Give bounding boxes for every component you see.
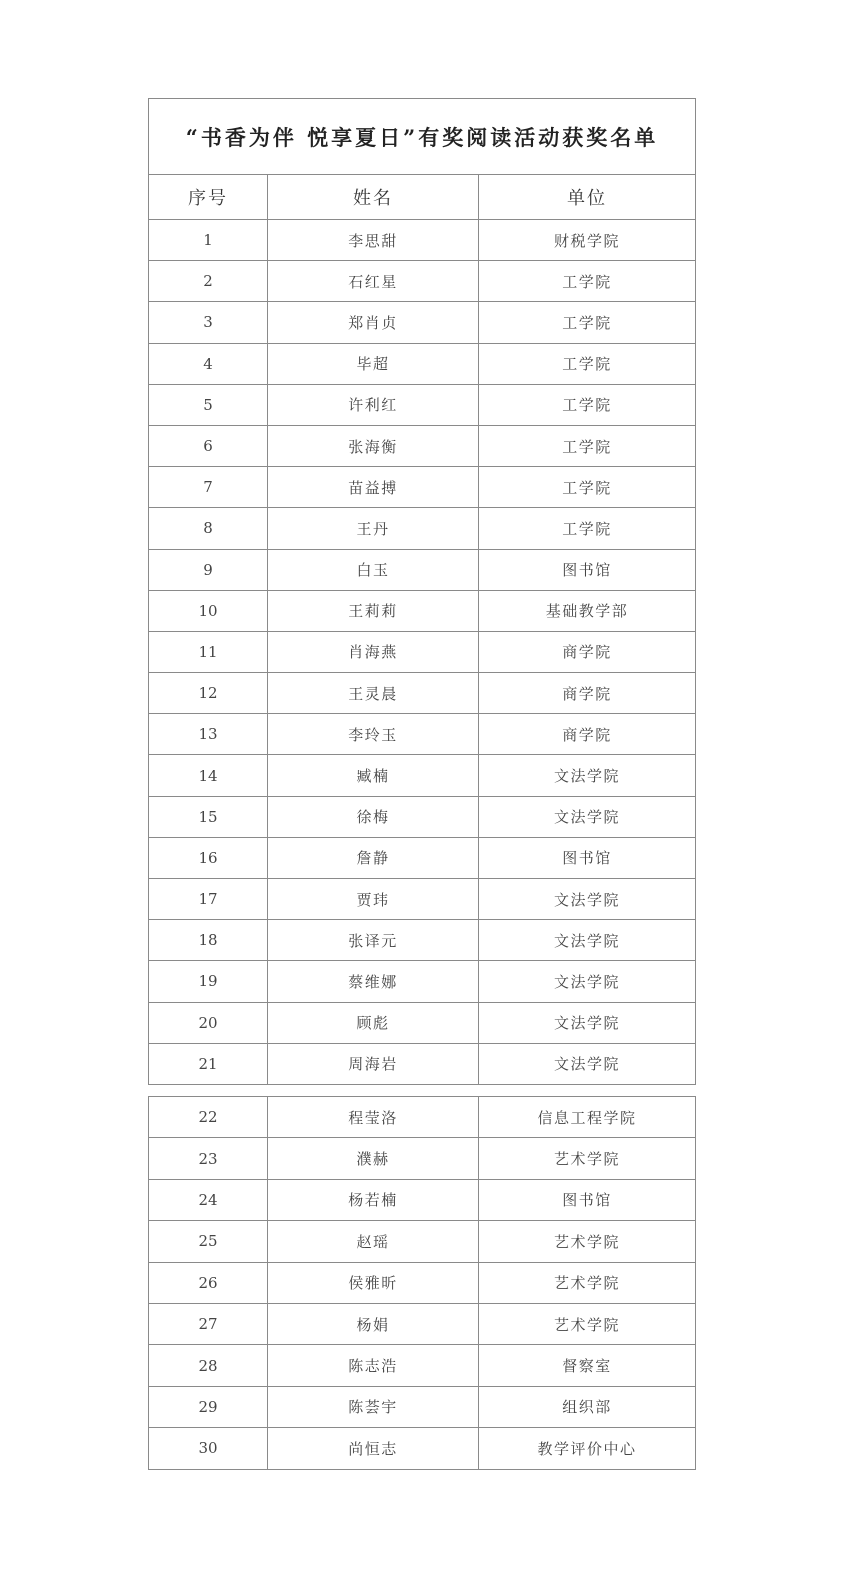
table-row [149,302,696,343]
cell-number: 25 [149,1221,268,1262]
table-row [149,879,696,920]
cell-name: 尚恒志 [268,1428,479,1469]
cell-number: 22 [149,1097,268,1138]
cell-unit: 文法学院 [479,1043,696,1084]
table-row [149,1386,696,1427]
cell-number: 12 [149,673,268,714]
cell-unit: 文法学院 [479,755,696,796]
table-row [149,1043,696,1084]
cell-number: 28 [149,1345,268,1386]
cell-name: 苗益搏 [268,467,479,508]
cell-unit: 工学院 [479,261,696,302]
cell-name: 陈志浩 [268,1345,479,1386]
cell-number: 29 [149,1386,268,1427]
table-row [149,590,696,631]
cell-number: 16 [149,837,268,878]
winners-table-part1 [148,98,696,1085]
cell-number: 30 [149,1428,268,1469]
table-row [149,961,696,1002]
cell-unit: 图书馆 [479,549,696,590]
table-row [149,343,696,384]
cell-number: 14 [149,755,268,796]
cell-unit: 教学评价中心 [479,1428,696,1469]
cell-number: 5 [149,384,268,425]
cell-number: 9 [149,549,268,590]
table-row [149,796,696,837]
cell-name: 肖海燕 [268,631,479,672]
cell-number: 8 [149,508,268,549]
cell-name: 石红星 [268,261,479,302]
table-row [149,220,696,261]
cell-number: 2 [149,261,268,302]
cell-name: 王丹 [268,508,479,549]
cell-unit: 工学院 [479,384,696,425]
cell-unit: 艺术学院 [479,1221,696,1262]
cell-number: 23 [149,1138,268,1179]
cell-name: 贾玮 [268,879,479,920]
winners-table-part2 [148,1096,696,1470]
cell-name: 毕超 [268,343,479,384]
cell-name: 侯雅昕 [268,1262,479,1303]
table-row [149,508,696,549]
cell-unit: 艺术学院 [479,1303,696,1344]
cell-number: 6 [149,425,268,466]
cell-unit: 组织部 [479,1386,696,1427]
cell-unit: 图书馆 [479,1179,696,1220]
cell-name: 陈荟宇 [268,1386,479,1427]
cell-unit: 商学院 [479,714,696,755]
cell-number: 26 [149,1262,268,1303]
cell-name: 蔡维娜 [268,961,479,1002]
cell-number: 19 [149,961,268,1002]
cell-unit: 文法学院 [479,1002,696,1043]
table-row [149,1002,696,1043]
cell-unit: 信息工程学院 [479,1097,696,1138]
cell-number: 7 [149,467,268,508]
cell-unit: 文法学院 [479,920,696,961]
table-row [149,1262,696,1303]
table-row [149,755,696,796]
column-header-unit: 单位 [479,175,696,220]
cell-unit: 工学院 [479,467,696,508]
cell-name: 詹静 [268,837,479,878]
cell-name: 张译元 [268,920,479,961]
table-row [149,673,696,714]
cell-unit: 文法学院 [479,879,696,920]
cell-unit: 财税学院 [479,220,696,261]
cell-name: 王灵晨 [268,673,479,714]
cell-number: 18 [149,920,268,961]
column-header-number: 序号 [149,175,268,220]
cell-unit: 商学院 [479,673,696,714]
cell-name: 臧楠 [268,755,479,796]
cell-name: 白玉 [268,549,479,590]
cell-unit: 基础教学部 [479,590,696,631]
cell-name: 周海岩 [268,1043,479,1084]
cell-unit: 督察室 [479,1345,696,1386]
cell-name: 许利红 [268,384,479,425]
cell-number: 3 [149,302,268,343]
table-row [149,714,696,755]
cell-number: 24 [149,1179,268,1220]
cell-number: 10 [149,590,268,631]
cell-name: 濮赫 [268,1138,479,1179]
cell-name: 杨娟 [268,1303,479,1344]
table-row [149,920,696,961]
cell-name: 郑肖贞 [268,302,479,343]
table-row [149,384,696,425]
cell-unit: 工学院 [479,302,696,343]
cell-number: 11 [149,631,268,672]
cell-number: 27 [149,1303,268,1344]
cell-unit: 文法学院 [479,796,696,837]
cell-name: 杨若楠 [268,1179,479,1220]
table-row [149,549,696,590]
cell-name: 徐梅 [268,796,479,837]
table-row [149,425,696,466]
cell-unit: 工学院 [479,343,696,384]
cell-name: 赵瑶 [268,1221,479,1262]
cell-name: 李玲玉 [268,714,479,755]
cell-number: 15 [149,796,268,837]
cell-number: 1 [149,220,268,261]
cell-unit: 艺术学院 [479,1138,696,1179]
cell-unit: 图书馆 [479,837,696,878]
cell-unit: 艺术学院 [479,1262,696,1303]
cell-number: 21 [149,1043,268,1084]
table-row [149,1221,696,1262]
cell-name: 李思甜 [268,220,479,261]
table-row [149,631,696,672]
table-title: “书香为伴 悦享夏日”有奖阅读活动获奖名单 [149,99,696,175]
cell-unit: 工学院 [479,425,696,466]
table-row [149,1345,696,1386]
cell-name: 顾彪 [268,1002,479,1043]
table-row [149,1428,696,1469]
table-row [149,1097,696,1138]
cell-number: 17 [149,879,268,920]
table-row [149,1138,696,1179]
cell-number: 4 [149,343,268,384]
table-row [149,467,696,508]
table-row [149,261,696,302]
table-row [149,837,696,878]
cell-number: 13 [149,714,268,755]
cell-unit: 工学院 [479,508,696,549]
cell-number: 20 [149,1002,268,1043]
table-row [149,1303,696,1344]
cell-name: 程莹洛 [268,1097,479,1138]
cell-unit: 文法学院 [479,961,696,1002]
cell-unit: 商学院 [479,631,696,672]
column-header-name: 姓名 [268,175,479,220]
cell-name: 张海衡 [268,425,479,466]
table-row [149,1179,696,1220]
cell-name: 王莉莉 [268,590,479,631]
